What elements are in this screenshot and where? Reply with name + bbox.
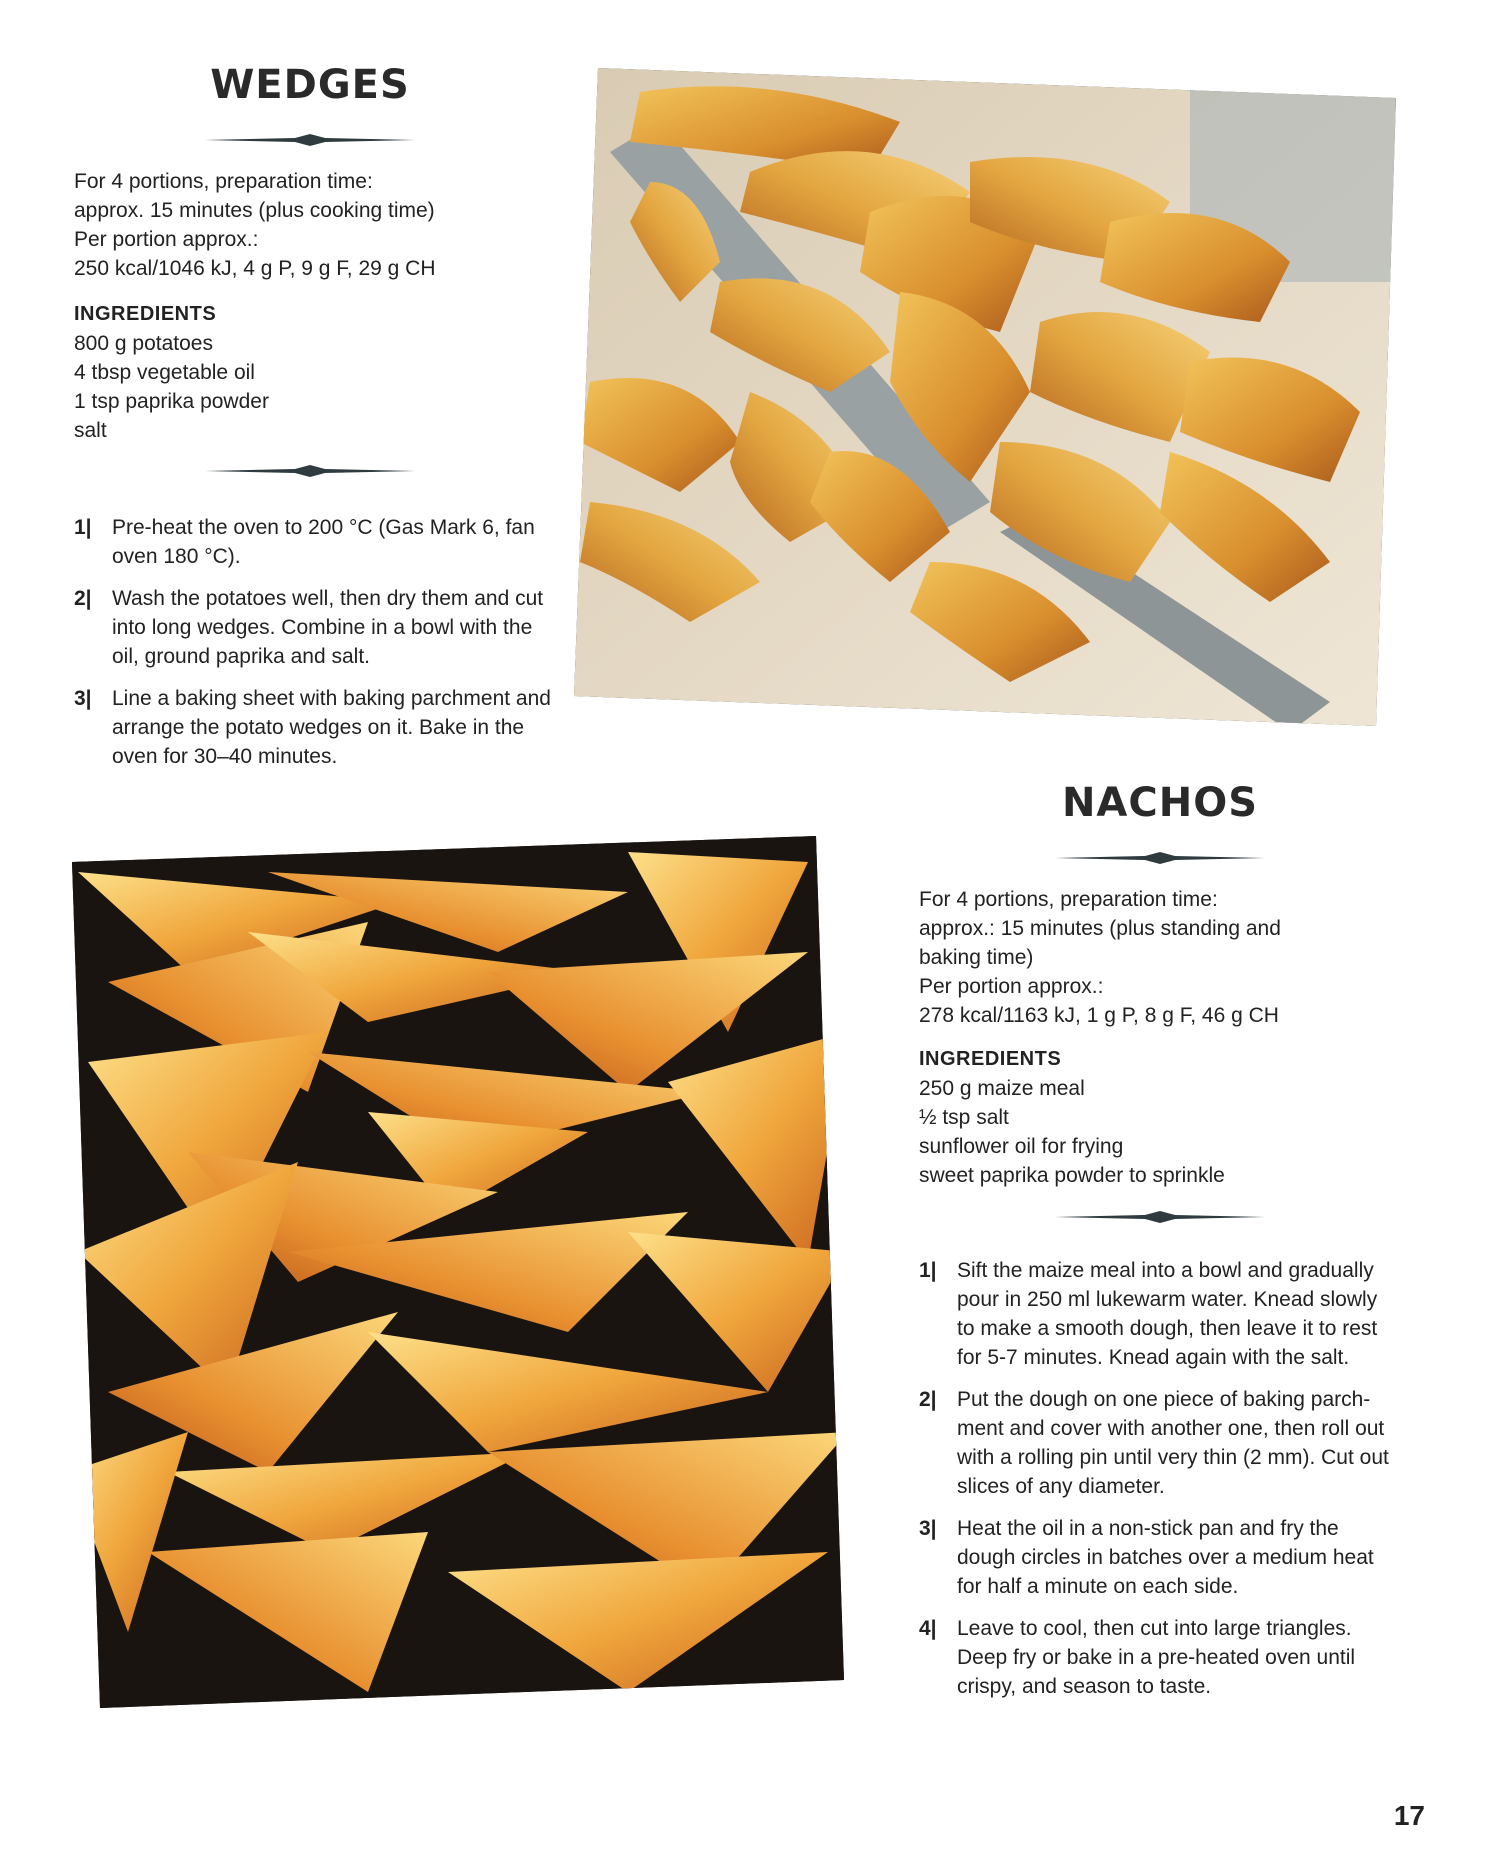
wedges-photo: [570, 62, 1400, 732]
wedges-ingredients-heading: INGREDIENTS: [74, 303, 217, 325]
nachos-meta-line: approx.: 15 minutes (plus standing and: [919, 917, 1281, 940]
ingredient-item: 1 tsp paprika powder: [74, 390, 269, 413]
nachos-ingredients-heading: INGREDIENTS: [919, 1048, 1062, 1070]
wedges-meta: [74, 167, 554, 283]
nachos-title: NACHOS: [1061, 780, 1259, 826]
ingredient-item: salt: [74, 419, 107, 442]
wedges-meta-line: approx. 15 minutes (plus cooking time): [74, 199, 435, 222]
step-number: 1|: [74, 516, 92, 539]
wedges-ingredients: [74, 300, 554, 445]
step-text: Line a baking sheet with baking parchment and arrange the potato wedges on it. Bake in the oven for 30–40 minutes.: [112, 687, 551, 768]
nachos-title-divider: [1055, 851, 1265, 865]
step-text: Sift the maize meal into a bowl and gradually pour in 250 ml lukewarm water. Knead slowly to make a smooth dough, then leave it to rest for 5-7 minutes. Knead again with the salt.: [957, 1259, 1378, 1369]
step-number: 1|: [919, 1259, 937, 1282]
method-step: [919, 1514, 1399, 1601]
wedges-meta-line: 250 kcal/1046 kJ, 4 g P, 9 g F, 29 g CH: [74, 257, 436, 280]
ingredient-item: sweet paprika powder to sprinkle: [919, 1164, 1225, 1187]
wedges-title: WEDGES: [210, 62, 410, 108]
step-number: 4|: [919, 1617, 937, 1640]
step-number: 3|: [919, 1517, 937, 1540]
wedges-ingredients-divider: [205, 464, 415, 478]
nachos-meta: [919, 885, 1419, 1030]
step-text: Wash the potatoes well, then dry them and cut into long wedges. Combine in a bowl with the oil, ground paprika and salt.: [112, 587, 544, 668]
ingredient-item: 800 g potatoes: [74, 332, 213, 355]
step-text: Leave to cool, then cut into large triangles. Deep fry or bake in a pre-heated oven until crispy, and season to taste.: [957, 1617, 1356, 1698]
nachos-photo: [68, 832, 848, 1712]
nachos-meta-line: 278 kcal/1163 kJ, 1 g P, 8 g F, 46 g CH: [919, 1004, 1279, 1027]
nachos-ingredients-divider: [1055, 1210, 1265, 1224]
method-step: [74, 684, 554, 771]
nachos-meta-line: Per portion approx.:: [919, 975, 1104, 998]
step-number: 3|: [74, 687, 92, 710]
wedges-steps: [74, 513, 554, 784]
step-number: 2|: [74, 587, 92, 610]
ingredient-item: ½ tsp salt: [919, 1106, 1009, 1129]
method-step: [919, 1385, 1399, 1501]
nachos-meta-line: For 4 portions, preparation time:: [919, 888, 1218, 911]
ingredient-item: 250 g maize meal: [919, 1077, 1085, 1100]
method-step: [74, 584, 554, 671]
method-step: [919, 1256, 1399, 1372]
wedges-meta-line: Per portion approx.:: [74, 228, 259, 251]
method-step: [74, 513, 554, 571]
step-text: Heat the oil in a non-stick pan and fry the dough circles in batches over a medium heat for half a minute on each side.: [957, 1517, 1374, 1598]
wedges-title-divider: [205, 133, 415, 147]
nachos-meta-line: baking time): [919, 946, 1034, 969]
wedges-meta-line: For 4 portions, preparation time:: [74, 170, 373, 193]
page-number: 17: [1393, 1800, 1425, 1831]
ingredient-item: sunflower oil for frying: [919, 1135, 1124, 1158]
method-step: [919, 1614, 1399, 1701]
step-number: 2|: [919, 1388, 937, 1411]
step-text: Put the dough on one piece of baking parch-ment and cover with another one, then roll out with a rolling pin until very thin (2 mm). Cut out slices of any diameter.: [957, 1388, 1389, 1498]
nachos-ingredients: [919, 1045, 1419, 1190]
nachos-steps: [919, 1256, 1399, 1714]
ingredient-item: 4 tbsp vegetable oil: [74, 361, 255, 384]
step-text: Pre-heat the oven to 200 °C (Gas Mark 6, fan oven 180 °C).: [112, 516, 535, 568]
